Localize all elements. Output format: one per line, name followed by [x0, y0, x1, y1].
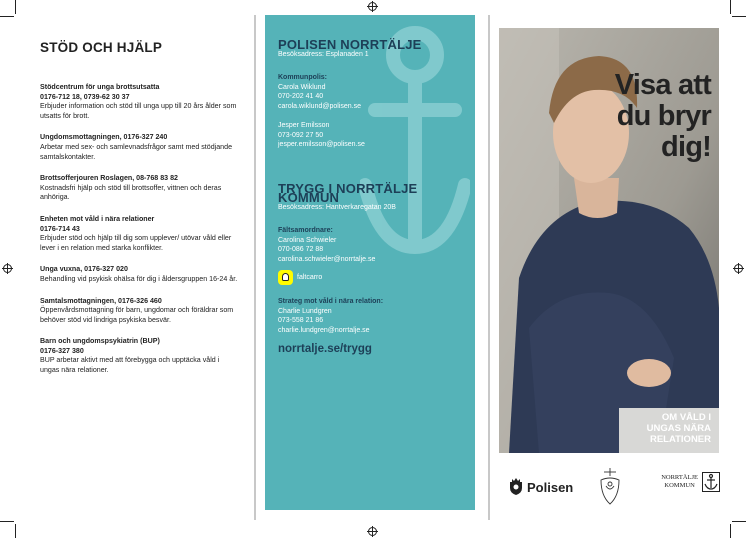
- contact-phone[interactable]: 070-202 41 40: [278, 93, 324, 100]
- support-entry: [40, 337, 240, 375]
- entry-phone: 0176-712 18, 0739-62 30 37: [40, 92, 130, 101]
- coat-of-arms-icon: [598, 466, 622, 506]
- contact-phone[interactable]: 073-558 21 86: [278, 317, 324, 324]
- registration-mark: [3, 264, 12, 273]
- crop-mark: [732, 16, 746, 17]
- headline-line: Visa att: [614, 69, 711, 101]
- fold-divider: [254, 15, 256, 520]
- headline-line: dig!: [661, 131, 711, 163]
- contact-email[interactable]: carola.wiklund@polisen.se: [278, 102, 361, 110]
- contact-email[interactable]: charlie.lundgren@norrtalje.se: [278, 326, 370, 334]
- kommun-section-label: Fältsamordnare:: [278, 227, 333, 234]
- website-link[interactable]: norrtalje.se/trygg: [278, 343, 372, 355]
- strategist-label: Strateg mot våld i nära relation:: [278, 298, 384, 305]
- entry-text: Erbjuder stöd och hjälp till dig som upplever/ utövar våld eller lever i en relation med starka konflikter.: [40, 234, 232, 252]
- entry-title: Enheten mot våld i nära relationer: [40, 214, 155, 223]
- crop-mark: [730, 524, 731, 538]
- kommun-wordmark-line: NORRTÄLJE: [661, 474, 698, 481]
- police-section-label: Kommunpolis:: [278, 74, 327, 81]
- entry-title: Brottsofferjouren Roslagen, 08-768 83 82: [40, 174, 178, 183]
- contact-card: [278, 121, 468, 150]
- entry-title: Samtalsmottagningen, 0176-326 460: [40, 296, 162, 305]
- crop-mark: [730, 0, 731, 14]
- entry-phone: 0176-714 43: [40, 224, 80, 233]
- crop-mark: [15, 0, 16, 14]
- kommun-title: TRYGG I NORRTÄLJE KOMMUN: [278, 180, 418, 205]
- entry-phone: 0176-327 380: [40, 346, 84, 355]
- crop-mark: [732, 521, 746, 522]
- contact-card: [278, 307, 468, 336]
- support-entry: [40, 215, 240, 253]
- crop-mark: [15, 524, 16, 538]
- support-entry: [40, 133, 240, 162]
- cover-headline: [615, 70, 711, 163]
- contact-card: [278, 83, 468, 112]
- subline-line: OM VÅLD I: [661, 412, 711, 423]
- entry-title: Ungdomsmottagningen, 0176-327 240: [40, 133, 168, 142]
- polisen-wordmark: Polisen: [527, 479, 574, 495]
- contact-phone[interactable]: 070-086 72 88: [278, 246, 324, 253]
- support-panel: [40, 40, 240, 388]
- kommun-wordmark-line: KOMMUN: [664, 482, 695, 489]
- kommun-anchor-icon: [702, 472, 720, 492]
- support-entry: [40, 297, 240, 326]
- kommun-address: Besöksadress: Hantverkaregatan 20B: [278, 203, 396, 211]
- contact-card: [278, 236, 468, 265]
- registration-mark: [734, 264, 743, 273]
- contact-name: Charlie Lundgren: [278, 307, 332, 315]
- entry-text: Behandling vid psykisk ohälsa för dig i åldersgruppen 16-24 år.: [40, 274, 238, 283]
- subline-line: RELATIONER: [649, 434, 711, 445]
- polisen-logo: [508, 478, 573, 496]
- cover-photo: [499, 28, 719, 453]
- entry-text: Kostnadsfri hjälp och stöd till brottsoffer, vittnen och deras anhöriga.: [40, 183, 222, 202]
- entry-title: Unga vuxna, 0176-327 020: [40, 265, 128, 274]
- crop-mark: [0, 16, 14, 17]
- contact-name: Carolina Schwieler: [278, 236, 337, 244]
- entry-title: Stödcentrum för unga brottsutsatta: [40, 83, 160, 91]
- kommun-logo: [661, 472, 720, 492]
- entry-text: Arbetar med sex- och samlevnadsfrågor samt med stödjande samtalskontakter.: [40, 142, 233, 161]
- subline-line: UNGAS NÄRA: [646, 423, 711, 434]
- support-entry: [40, 265, 240, 284]
- kommun-wordmark: [661, 474, 698, 490]
- cover-subline: [647, 412, 711, 445]
- contact-phone[interactable]: 073-092 27 50: [278, 131, 324, 139]
- police-title: POLISEN NORRTÄLJE: [278, 37, 422, 52]
- registration-mark: [368, 2, 377, 11]
- police-address: Besöksadress: Esplanaden 1: [278, 50, 369, 58]
- entry-text: Erbjuder information och stöd till unga upp till 20 års ålder som utsatts för brott.: [40, 102, 237, 120]
- entry-title: Barn och ungdomspsykiatrin (BUP): [40, 337, 160, 346]
- support-title: STÖD OCH HJÄLP: [40, 40, 163, 55]
- police-crest-icon: [508, 478, 524, 496]
- entry-text: BUP arbetar aktivt med att förebygga och upptäcka våld i ungas nära relationer.: [40, 356, 220, 375]
- contact-email[interactable]: jesper.emilsson@polisen.se: [278, 141, 365, 148]
- contact-email[interactable]: carolina.schwieler@norrtalje.se: [278, 255, 376, 263]
- support-entry: [40, 83, 240, 121]
- headline-line: du bryr: [616, 100, 711, 132]
- logo-row: [508, 466, 720, 506]
- support-entry: [40, 174, 240, 203]
- fold-divider: [488, 15, 490, 520]
- snapchat-handle[interactable]: [278, 270, 468, 285]
- snapchat-icon: [278, 270, 293, 285]
- contact-panel: [265, 15, 475, 510]
- contact-name: Carola Wiklund: [278, 83, 326, 91]
- contact-name: Jesper Emilsson: [278, 122, 330, 129]
- snapchat-name: faltcarro: [297, 273, 323, 281]
- registration-mark: [368, 527, 377, 536]
- crop-mark: [0, 521, 14, 522]
- entry-text: Öppenvårdsmottagning för barn, ungdomar och föräldrar som behöver stöd vid lindriga psykiska besvär.: [40, 306, 234, 324]
